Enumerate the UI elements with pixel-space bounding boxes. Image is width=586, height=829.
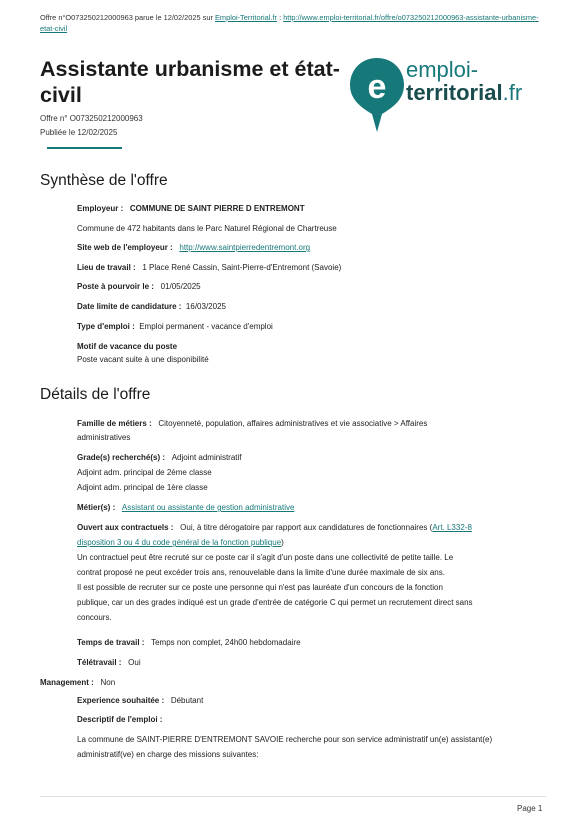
grade-value-1: Adjoint administratif	[171, 453, 242, 462]
offer-url-link[interactable]: http://www.emploi-territorial.fr/offre/o073250212000963-assistante-urbanisme-etat-civil	[40, 13, 539, 33]
famille-row	[77, 417, 547, 430]
logo-text-bottom	[406, 81, 522, 105]
lieu-label: Lieu de travail :	[77, 263, 136, 272]
site-label: Site web de l'employeur :	[77, 243, 173, 252]
employeur-value: COMMUNE DE SAINT PIERRE D ENTREMONT	[129, 204, 305, 213]
employeur-description: Commune de 472 habitants dans le Parc Naturel Régional de Chartreuse	[77, 224, 337, 233]
ouvert-row-2	[77, 536, 547, 549]
experience-row	[77, 694, 547, 707]
famille-label: Famille de métiers :	[77, 419, 152, 428]
ouvert-value: Oui, à titre dérogatoire par rapport aux candidatures de fonctionnaires (	[180, 523, 433, 532]
offer-number: Offre n° O073250212000963	[40, 114, 143, 123]
type-emploi-row	[77, 320, 547, 333]
source-prefix: Offre n°O073250212000963 parue le 12/02/2025 sur	[40, 13, 215, 22]
grade-value-2: Adjoint adm. principal de 2ème classe	[77, 468, 212, 477]
metier-label: Métier(s) :	[77, 503, 116, 512]
grade-value-3: Adjoint adm. principal de 1ère classe	[77, 483, 208, 492]
ouvert-row	[77, 521, 547, 534]
type-emploi-value: Emploi permanent - vacance d'emploi	[139, 322, 273, 331]
logo-letter: e	[367, 68, 387, 106]
poste-label: Poste à pourvoir le :	[77, 282, 154, 291]
date-limite-value: 16/03/2025	[185, 302, 226, 311]
famille-value-1: Citoyenneté, population, affaires administratives et vie associative > Affaires	[158, 419, 428, 428]
date-limite-row	[77, 300, 547, 313]
logo-text-top: emploi-	[406, 57, 479, 82]
descriptif-line-1: La commune de SAINT-PIERRE D'ENTREMONT SAVOIE recherche pour son service administratif un(e) assistant(e)	[77, 735, 493, 744]
footer-divider	[40, 796, 546, 797]
date-limite-label: Date limite de candidature :	[77, 302, 182, 311]
metier-row	[77, 501, 547, 514]
poste-value: 01/05/2025	[160, 282, 201, 291]
page-title: Assistante urbanisme et état-civil	[40, 57, 340, 107]
contractuel-line-1: Un contractuel peut être recruté sur ce poste car il s'agit d'un poste dans une collectivité de petite taille. Le	[77, 553, 454, 562]
temps-row	[77, 636, 547, 649]
type-emploi-label: Type d'emploi :	[77, 322, 135, 331]
article-link-part1[interactable]: Art. L332-8	[432, 523, 472, 532]
page-number: Page 1	[517, 804, 543, 813]
logo-text-territorial: territorial	[406, 80, 503, 105]
details-heading: Détails de l'offre	[40, 386, 151, 403]
emploi-territorial-logo-icon	[348, 56, 406, 134]
metier-link[interactable]: Assistant ou assistante de gestion administrative	[121, 503, 295, 512]
temps-label: Temps de travail :	[77, 638, 145, 647]
temps-value: Temps non complet, 24h00 hebdomadaire	[151, 638, 301, 647]
employer-website-link[interactable]: http://www.saintpierredentremont.org	[179, 243, 311, 252]
management-value: Non	[100, 678, 116, 687]
motif-label: Motif de vacance du poste	[77, 342, 178, 351]
contractuel-line-3: Il est possible de recruter sur ce poste une personne qui n'est pas lauréate d'un concours de la fonction	[77, 583, 443, 592]
grade-label: Grade(s) recherché(s) :	[77, 453, 166, 462]
source-separator: :	[277, 13, 284, 22]
descriptif-line-2: administratif(ve) en charge des missions suivantes:	[77, 750, 259, 759]
synthese-heading: Synthèse de l'offre	[40, 172, 168, 189]
employeur-row	[77, 202, 547, 215]
logo-text-fr: .fr	[502, 80, 523, 105]
article-link-part2[interactable]: disposition 3 ou 4 du code général de la fonction publique	[77, 538, 282, 547]
lieu-value: 1 Place René Cassin, Saint-Pierre-d'Entremont (Savoie)	[142, 263, 342, 272]
ouvert-label: Ouvert aux contractuels :	[77, 523, 174, 532]
title-accent-divider	[47, 147, 122, 149]
grade-row	[77, 451, 547, 464]
experience-label: Experience souhaitée :	[77, 696, 165, 705]
contractuel-line-5: concours.	[77, 613, 112, 622]
lieu-row	[77, 261, 547, 274]
poste-row	[77, 280, 547, 293]
source-line	[40, 12, 550, 34]
site-link[interactable]: Emploi-Territorial.fr	[215, 13, 278, 22]
famille-value-2: administratives	[77, 433, 131, 442]
site-row	[77, 241, 547, 254]
management-label: Management :	[40, 678, 94, 687]
teletravail-value: Oui	[128, 658, 141, 667]
publication-date: Publiée le 12/02/2025	[40, 128, 118, 137]
ouvert-close: )	[281, 538, 284, 547]
teletravail-label: Télétravail :	[77, 658, 122, 667]
contractuel-line-2: contrat proposé ne peut excéder trois ans, renouvelable dans la limite d'une durée maximale de six ans.	[77, 568, 445, 577]
management-row	[40, 676, 510, 689]
employeur-label: Employeur :	[77, 204, 124, 213]
descriptif-label: Descriptif de l'emploi :	[77, 715, 163, 724]
contractuel-line-4: publique, car un des grades indiqué est un grade d'entrée de catégorie C qui permet un recrutement direct sans	[77, 598, 473, 607]
experience-value: Débutant	[170, 696, 204, 705]
motif-value: Poste vacant suite à une disponibilité	[77, 355, 209, 364]
teletravail-row	[77, 656, 547, 669]
